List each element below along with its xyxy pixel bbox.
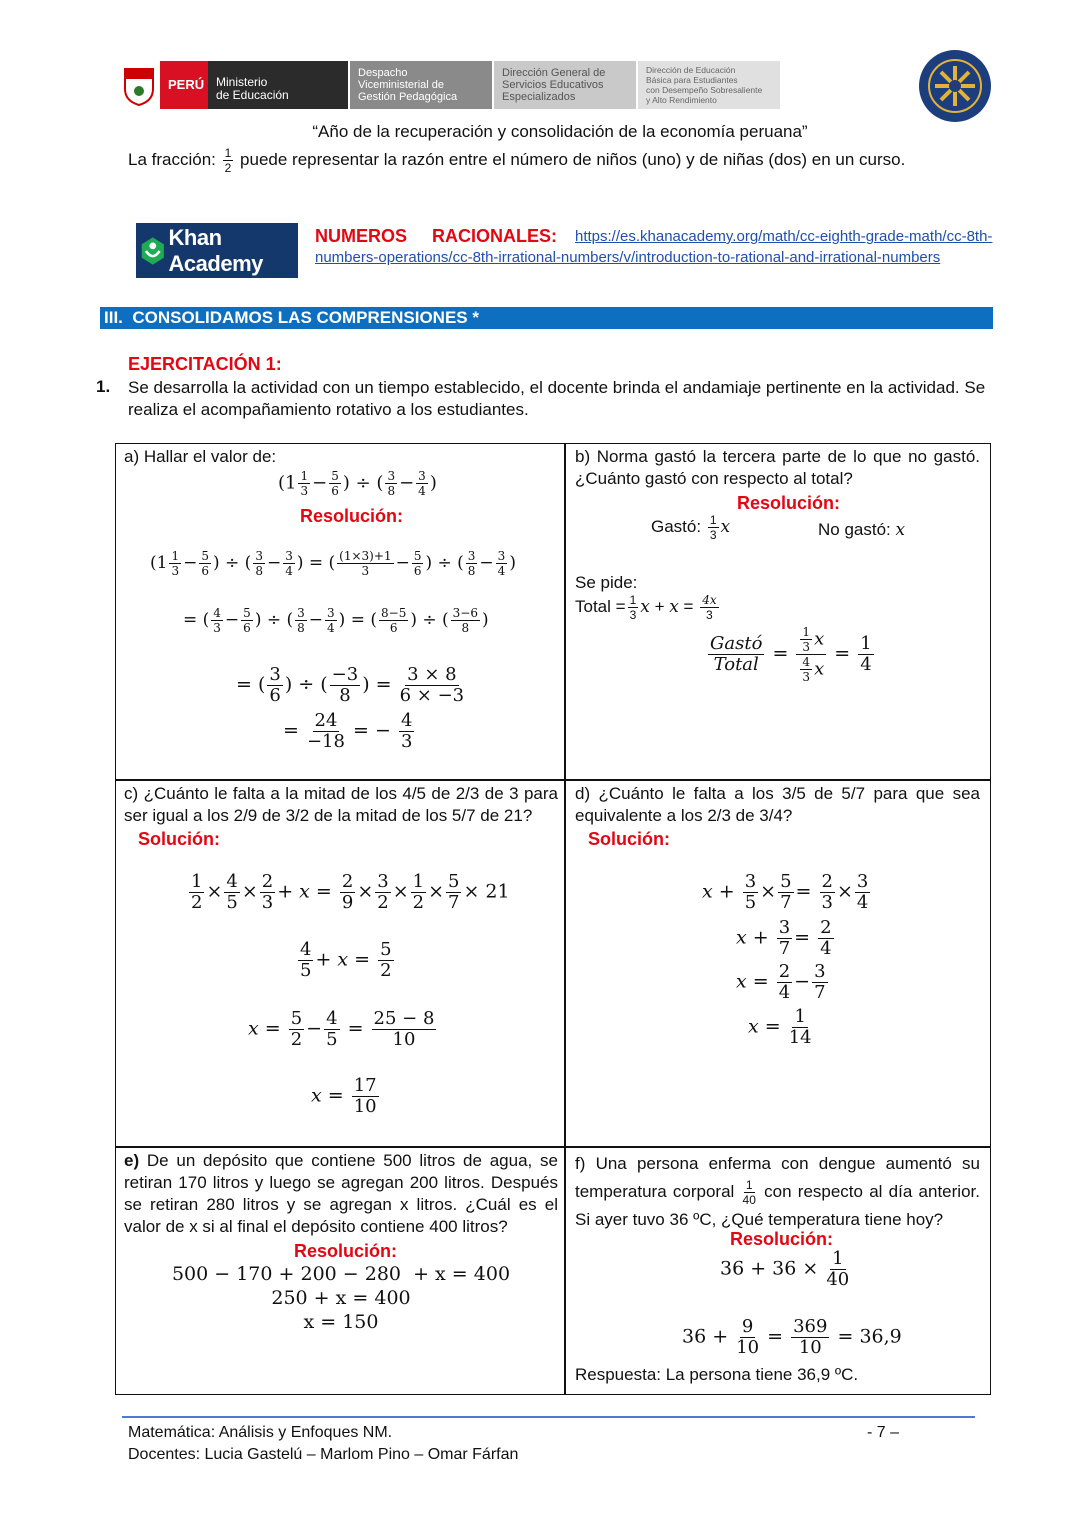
khan-academy-logo bbox=[136, 223, 298, 278]
exercise-number: 1. bbox=[96, 377, 111, 396]
peru-coat-of-arms-icon bbox=[118, 61, 160, 109]
exercise-table bbox=[115, 443, 991, 1395]
cell-c-step1: $\frac{1}{2}$ × $\frac{4}{5}$ × $\frac{2}{3}$ + x = $\frac{2}{9}$ × $\frac{3}{2}$ × $\frac{1}{2}$ × $\frac{5}{7}$ × 21 bbox=[191, 871, 510, 913]
table-vdivider bbox=[564, 443, 566, 1395]
cell-e-eq2: 250 + x = 400 bbox=[271, 1287, 411, 1309]
government-logo-bar bbox=[118, 61, 788, 109]
cell-e-eq3: x = 150 bbox=[303, 1311, 379, 1333]
cell-a-label: Resolución: bbox=[300, 506, 404, 526]
cell-e-eq1: 500 − 170 + 200 − 280 + x = 400 bbox=[171, 1263, 511, 1285]
exercise-heading: EJERCITACIÓN 1: bbox=[128, 354, 282, 374]
cell-a bbox=[124, 446, 558, 468]
cell-e-prompt: De un depósito que contiene 500 litros de agua, se retiran 170 litros y luego se agregan 200 litros. Después se retiran 280 litros y se agregan x litros. ¿Cuál es el valor de x si al final el depósito contiene 400 litros? bbox=[124, 1151, 558, 1236]
cell-b-label: Resolución: bbox=[737, 493, 841, 513]
cell-a-expression: (1 $\frac{1}{3}$ − $\frac{5}{6}$ ) ÷ ( $\frac{3}{8}$ − $\frac{3}{4}$ ) bbox=[278, 469, 437, 498]
cell-f-prompt-a: f) Una persona enferma con dengue aumentó su temperatura corporal bbox=[575, 1154, 980, 1201]
cell-e-letter: e) bbox=[124, 1151, 140, 1170]
cell-b bbox=[575, 446, 980, 490]
intro-frac-den: 2 bbox=[224, 161, 232, 176]
peru-label: PERÚ bbox=[160, 61, 208, 109]
cell-b-ratio: Gastó Total = $\frac{1}{3}$ x $\frac{4}{3}$ x = $\frac{1}{4}$ bbox=[710, 625, 872, 684]
cell-b-total: Total = $\frac{1}{3}$ x + x = $\frac{4x}{3}$ bbox=[575, 593, 717, 622]
cell-c-prompt: c) ¿Cuánto le falta a la mitad de los 4/5 de 2/3 de 3 para ser igual a los 2/9 de 3/2 de la mitad de los 5/7 de 21? bbox=[124, 784, 558, 825]
cell-d bbox=[575, 783, 980, 827]
footer-rule bbox=[122, 1416, 975, 1418]
cell-c-step4: x = $\frac{17}{10}$ bbox=[311, 1075, 377, 1117]
cell-f-answer: Respuesta: La persona tiene 36,9 ºC. bbox=[575, 1365, 859, 1384]
cell-d-label: Solución: bbox=[588, 829, 670, 849]
cell-a-step4: = $\frac{24}{-18}$ = − $\frac{4}{3}$ bbox=[283, 710, 413, 752]
cell-d-step2: x + $\frac{3}{7}$ = $\frac{2}{4}$ bbox=[736, 917, 832, 959]
cell-a-prompt: a) Hallar el valor de: bbox=[124, 447, 277, 466]
ministerio-label: Ministerio de Educación bbox=[208, 61, 348, 109]
year-motto: “Año de la recuperación y consolidación de la economía peruana” bbox=[312, 122, 808, 141]
cell-f-prompt-b: con respecto al día anterior. Si ayer tuvo 36 ºC, ¿Qué temperatura tiene hoy? bbox=[575, 1182, 980, 1230]
institution-seal-icon bbox=[917, 48, 993, 124]
cell-d-step3: x = $\frac{2}{4}$ − $\frac{3}{7}$ bbox=[736, 961, 826, 1003]
section-bar bbox=[100, 307, 993, 329]
cell-d-prompt: d) ¿Cuánto le falta a los 3/5 de 5/7 para que sea equivalente a los 2/3 de 3/4? bbox=[575, 784, 980, 825]
exercise-text: Se desarrolla la actividad con un tiempo establecido, el docente brinda el andamiaje pertinente en la actividad. Se realiza el acompañamiento rotativo a los estudiantes. bbox=[128, 378, 986, 419]
intro-text bbox=[128, 145, 905, 175]
cell-a-step1: (1 $\frac{1}{3}$ − $\frac{5}{6}$ ) ÷ ( $\frac{3}{8}$ − $\frac{3}{4}$ ) = ( $\frac{(1\times 3)+1}{3}$ − $\frac{5}{6}$ ) ÷ ( $\frac{3}{8}$ − $\frac{3}{4}$ ) bbox=[150, 549, 516, 578]
khan-link[interactable]: https://es.khanacademy.org/math/cc-eighth-grade-math/cc-8th- bbox=[575, 228, 993, 245]
direccion-educacion-label: Dirección de Educación Básica para Estudiantes con Desempeño Sobresaliente y Alto Rendimiento bbox=[638, 61, 780, 109]
cell-b-se-pide: Se pide: bbox=[575, 573, 638, 592]
cell-b-prompt: b) Norma gastó la tercera parte de lo que no gastó. ¿Cuánto gastó con respecto al total? bbox=[575, 447, 980, 488]
cell-c-step3: x = $\frac{5}{2}$ − $\frac{4}{5}$ = $\frac{25 - 8}{10}$ bbox=[248, 1008, 435, 1050]
cell-c-label: Solución: bbox=[138, 829, 220, 849]
intro-frac-num: 1 bbox=[224, 146, 232, 161]
khan-logo-text: Khan Academy bbox=[168, 224, 263, 276]
cell-b-no-gasto: No gastó: x bbox=[818, 520, 906, 540]
khan-link-continued[interactable]: numbers-operations/cc-8th-irrational-numbers/v/introduction-to-rational-and-irrational-numbers bbox=[315, 249, 941, 266]
intro-suffix: puede representar la razón entre el número de niños (uno) y de niñas (dos) en un curso. bbox=[240, 150, 906, 169]
intro-prefix: La fracción: bbox=[128, 150, 216, 169]
page-number: - 7 – bbox=[867, 1424, 900, 1441]
cell-b-gasto: Gastó: $\frac{1}{3}$ x bbox=[651, 513, 731, 542]
cell-f: f) Una persona enferma con dengue aumentó su temperatura corporal $\frac{1}{40}$ con respecto al día anterior. Si ayer tuvo 36 ºC, ¿Qué temperatura tiene hoy? bbox=[575, 1154, 980, 1230]
footer-teachers: Docentes: Lucia Gastelú – Marlom Pino – Omar Fárfan bbox=[128, 1446, 519, 1463]
cell-e bbox=[124, 1150, 558, 1238]
cell-f-label: Resolución: bbox=[730, 1229, 834, 1249]
cell-a-step3: = ( $\frac{3}{6}$ ) ÷ ( $\frac{-3}{8}$ ) = $\frac{3 \times 8}{6 \times -3}$ bbox=[236, 664, 465, 706]
cell-e-label: Resolución: bbox=[294, 1241, 398, 1261]
cell-a-step2: = ( $\frac{4}{3}$ − $\frac{5}{6}$ ) ÷ ( $\frac{3}{8}$ − $\frac{3}{4}$ ) = ( $\frac{8-5}{6}$ ) ÷ ( $\frac{3-6}{8}$ ) bbox=[183, 606, 489, 635]
footer-course: Matemática: Análisis y Enfoques NM. bbox=[128, 1424, 393, 1441]
cell-f-step2: 36 + $\frac{9}{10}$ = $\frac{369}{10}$ = 36,9 bbox=[682, 1316, 902, 1358]
direccion-general-label: Dirección General de Servicios Educativos Especializados bbox=[494, 61, 636, 109]
cell-f-step1: 36 + 36 × $\frac{1}{40}$ bbox=[720, 1248, 850, 1290]
table-hdivider-1 bbox=[115, 779, 991, 781]
khan-title: NUMEROS RACIONALES: bbox=[315, 226, 558, 246]
table-hdivider-2 bbox=[115, 1146, 991, 1148]
cell-d-step1: x + $\frac{3}{5}$ × $\frac{5}{7}$ = $\frac{2}{3}$ × $\frac{3}{4}$ bbox=[702, 871, 869, 913]
cell-c bbox=[124, 783, 558, 827]
section-title: III. CONSOLIDAMOS LAS COMPRENSIONES * bbox=[104, 308, 479, 327]
khan-leaf-icon bbox=[140, 233, 166, 269]
cell-c-step2: $\frac{4}{5}$ + x = $\frac{5}{2}$ bbox=[300, 939, 392, 981]
despacho-label: Despacho Viceministerial de Gestión Pedagógica bbox=[350, 61, 492, 109]
cell-d-step4: x = $\frac{1}{14}$ bbox=[748, 1006, 812, 1048]
